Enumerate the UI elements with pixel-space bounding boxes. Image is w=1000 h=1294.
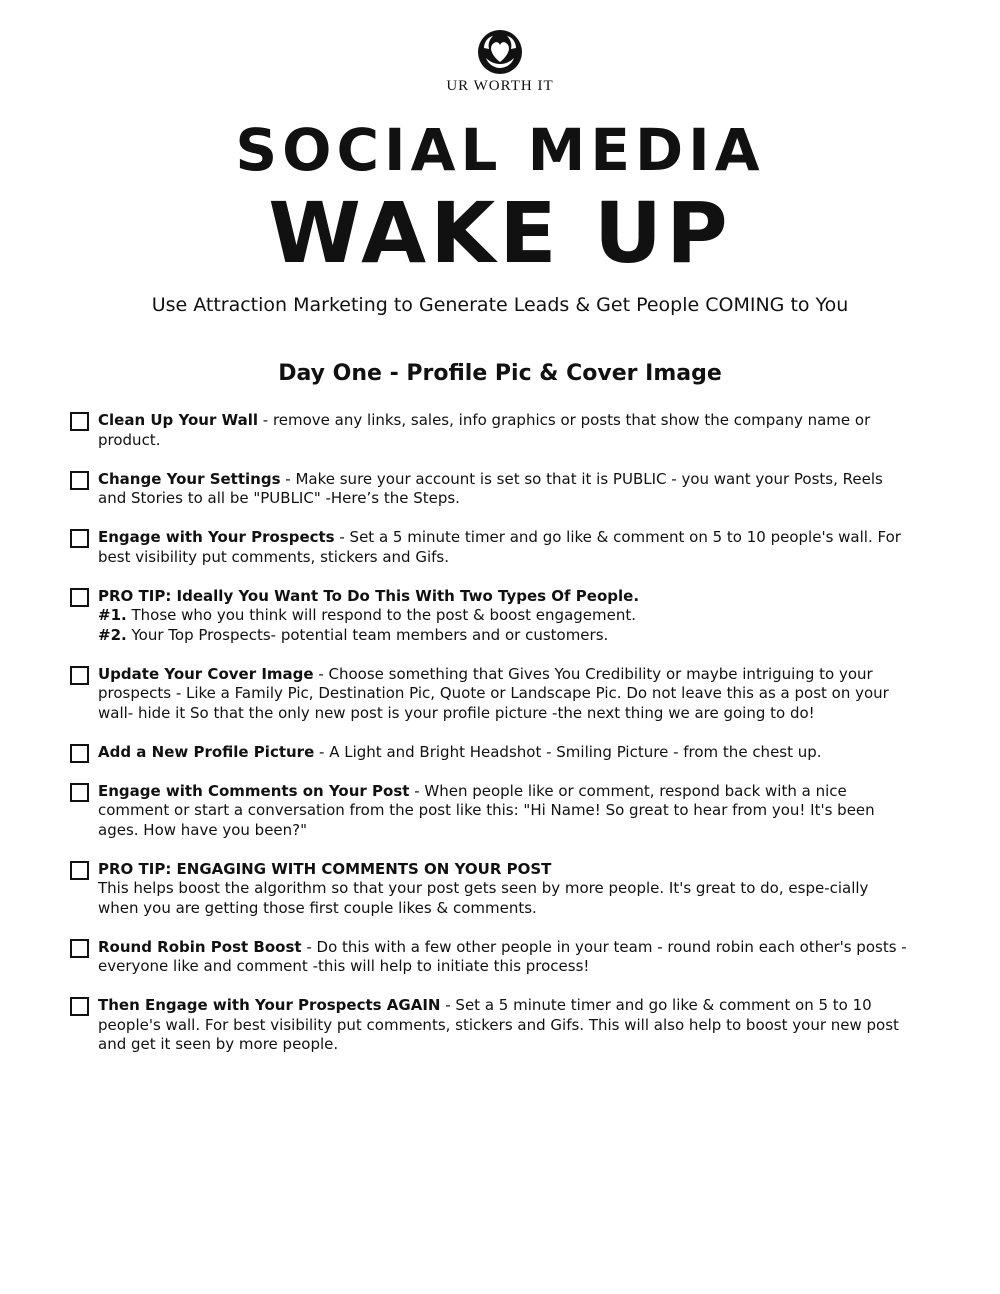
checklist-item-cover-image xyxy=(70,665,910,724)
item-text: - Do this with a few other people in your team - round robin each other's posts - everyone like and comment -this will help to initiate this process! xyxy=(98,937,907,975)
item-title: Update Your Cover Image xyxy=(98,664,314,683)
checklist-item-pro-tip-comments xyxy=(70,860,910,919)
checkbox[interactable] xyxy=(70,783,89,802)
item-title: PRO TIP: Ideally You Want To Do This With Two Types Of People. xyxy=(98,586,640,605)
checkbox[interactable] xyxy=(70,666,89,685)
checkbox[interactable] xyxy=(70,861,89,880)
checklist-item-settings xyxy=(70,470,910,509)
checklist-item-profile-picture xyxy=(70,743,910,763)
item-text: - A Light and Bright Headshot - Smiling Picture - from the chest up. xyxy=(314,742,822,761)
checklist-item-engage-prospects xyxy=(70,528,910,567)
checkbox[interactable] xyxy=(70,744,89,763)
checkbox[interactable] xyxy=(70,997,89,1016)
tip-line-1 xyxy=(98,606,910,626)
brand-name: UR WORTH IT xyxy=(446,78,554,94)
tip-text: Your Top Prospects- potential team members and or customers. xyxy=(126,625,609,644)
tip-text: Those who you think will respond to the post & boost engagement. xyxy=(126,606,637,624)
checklist xyxy=(70,411,910,1074)
tip-number: #1. xyxy=(98,606,127,624)
checklist-item-pro-tip-people xyxy=(70,587,910,646)
item-text: - Set a 5 minute timer and go like & comment on 5 to 10 people's wall. For best visibility put comments, stickers and Gifs. xyxy=(98,528,901,566)
checkbox[interactable] xyxy=(70,412,89,431)
item-text: - remove any links, sales, info graphics or posts that show the company name or product. xyxy=(98,411,871,449)
brand-logo xyxy=(0,28,1000,95)
checklist-item-engage-again xyxy=(70,996,910,1055)
checkbox[interactable] xyxy=(70,529,89,548)
item-text: - When people like or comment, respond back with a nice comment or start a conversation from the post like this: "Hi Name! So great to hear from you! It's been ages. How have you been?" xyxy=(98,781,875,839)
heart-hands-icon xyxy=(476,28,524,76)
item-title: Change Your Settings xyxy=(98,469,281,488)
item-title: Round Robin Post Boost xyxy=(98,937,302,956)
tip-number: #2. xyxy=(98,625,127,644)
checkbox[interactable] xyxy=(70,471,89,490)
item-title: PRO TIP: ENGAGING WITH COMMENTS ON YOUR POST xyxy=(98,859,552,878)
item-text: - Make sure your account is set so that it is PUBLIC - you want your Posts, Reels and Stories to all be "PUBLIC" -Here’s the Steps. xyxy=(98,469,883,507)
title-line-2: WAKE UP xyxy=(268,184,732,282)
title-line-1: SOCIAL MEDIA xyxy=(235,116,765,184)
checklist-item-engage-comments xyxy=(70,782,910,841)
item-title: Add a New Profile Picture xyxy=(98,742,315,761)
item-text: - Choose something that Gives You Credibility or maybe intriguing to your prospects - Like a Family Pic, Destination Pic, Quote or Landscape Pic. Do not leave this as a post on your wall- hide it So that the only new post is your profile picture -the next thing we are going to do! xyxy=(98,664,889,722)
section-heading: Day One - Profile Pic & Cover Image xyxy=(278,361,722,386)
item-title: Engage with Your Prospects xyxy=(98,528,335,546)
subtitle: Use Attraction Marketing to Generate Leads & Get People COMING to You xyxy=(151,294,849,316)
checkbox[interactable] xyxy=(70,939,89,958)
item-title: Engage with Comments on Your Post xyxy=(98,781,410,800)
item-title: Then Engage with Your Prospects AGAIN xyxy=(98,996,441,1014)
checkbox[interactable] xyxy=(70,588,89,607)
item-title: Clean Up Your Wall xyxy=(98,411,258,429)
tip-line-2 xyxy=(98,626,910,646)
item-text: - Set a 5 minute timer and go like & comment on 5 to 10 people's wall. For best visibility put comments, stickers and Gifs. This will also help to boost your new post and get it seen by more people. xyxy=(98,996,899,1053)
checklist-item-round-robin xyxy=(70,938,910,977)
tip-body: This helps boost the algorithm so that your post gets seen by more people. It's great to do, espe-cially when you are getting those first couple likes & comments. xyxy=(98,879,869,917)
checklist-item-clean-wall xyxy=(70,411,910,450)
